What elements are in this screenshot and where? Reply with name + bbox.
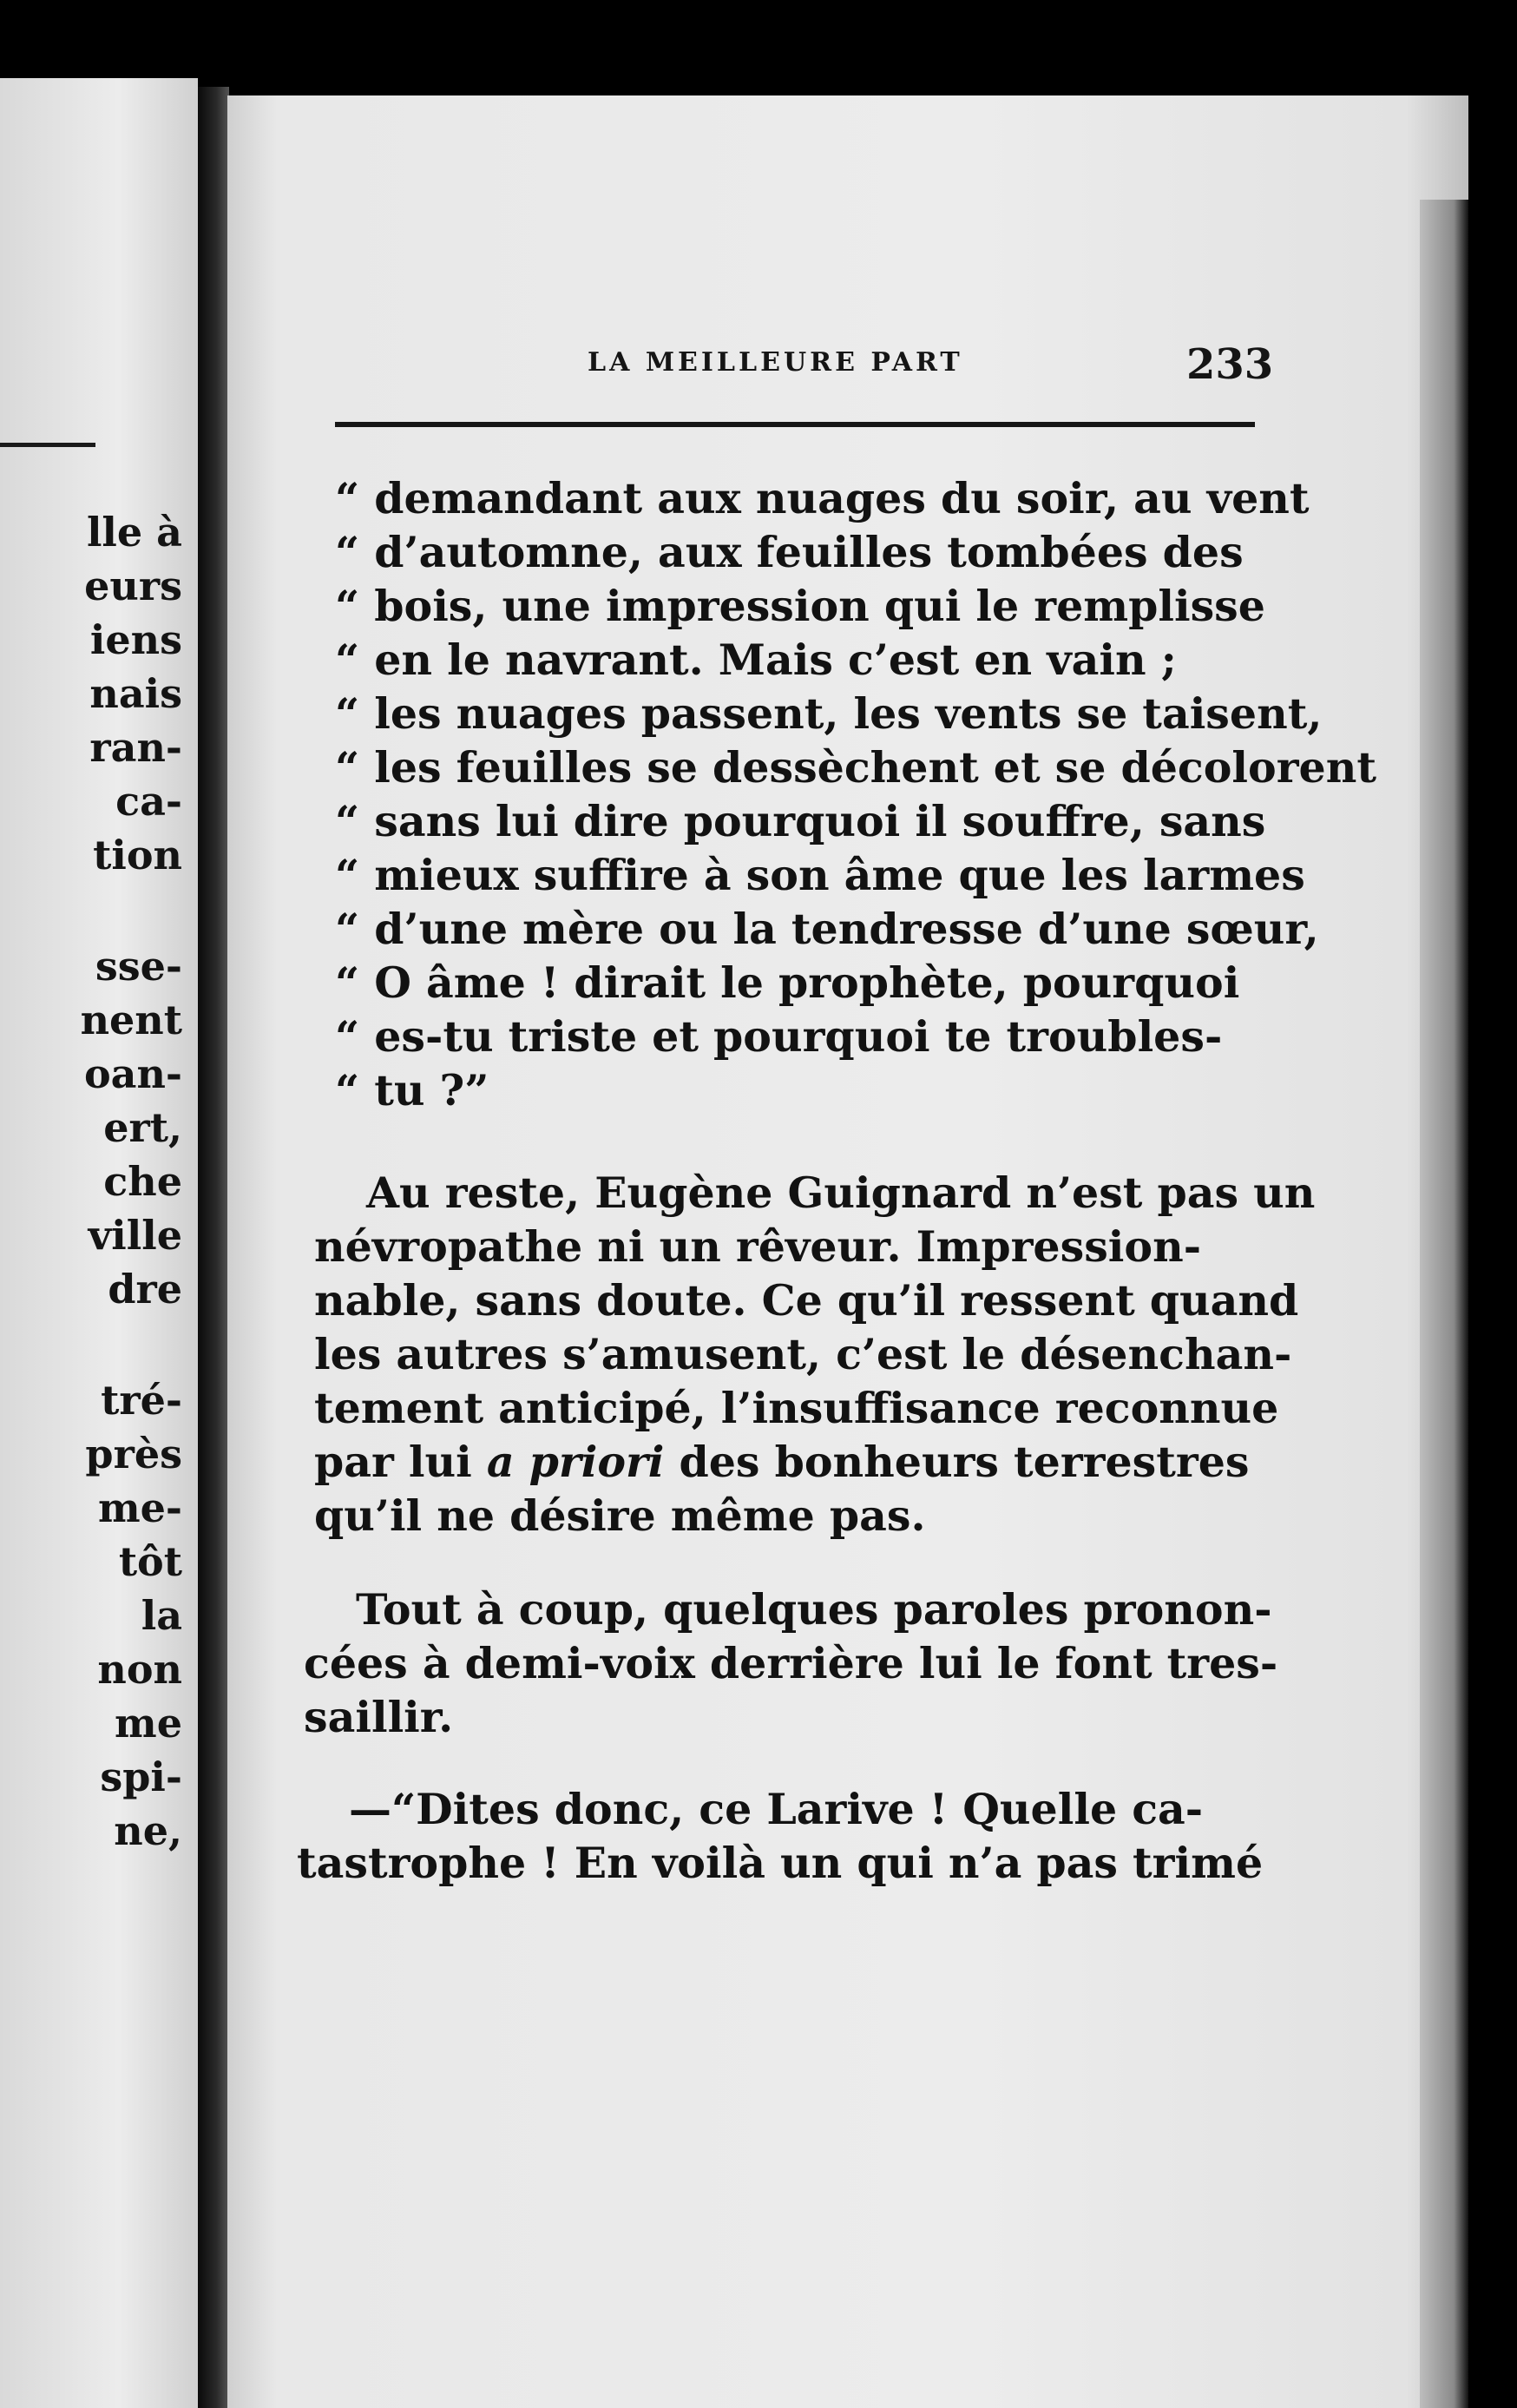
italic-phrase: a priori [486, 1437, 665, 1487]
previous-page-line: oan- [83, 1050, 182, 1097]
previous-page-line: non [97, 1646, 182, 1693]
previous-page-line: sse- [95, 943, 182, 990]
text-line: nable, sans doute. Ce qu’il ressent quand [314, 1275, 1299, 1326]
text-line: —“Dites donc, ce Larive ! Quelle ca- [349, 1784, 1204, 1834]
text-line: “ mieux suffire à son âme que les larmes [335, 850, 1305, 900]
previous-page-line: tion [93, 832, 182, 878]
previous-page-line: me [115, 1700, 182, 1747]
previous-page-line: près [85, 1431, 182, 1477]
text-line: “ tu ?” [335, 1065, 489, 1115]
text-line: “ d’automne, aux feuilles tombées des [335, 527, 1244, 577]
previous-page-line: dre [108, 1266, 182, 1313]
book-gutter [198, 87, 229, 2408]
text-line: “ O âme ! dirait le prophète, pourquoi [335, 957, 1240, 1008]
text-line: Au reste, Eugène Guignard n’est pas un [366, 1168, 1316, 1218]
previous-page-line: eurs [84, 563, 182, 609]
previous-page-line: nent [80, 997, 182, 1043]
previous-page-fragment [0, 78, 198, 2408]
page-number: 233 [1186, 340, 1274, 389]
text-line: tement anticipé, l’insuffisance reconnue [314, 1383, 1279, 1433]
text-line: “ d’une mère ou la tendresse d’une sœur, [335, 904, 1319, 954]
text-line: “ demandant aux nuages du soir, au vent [335, 473, 1310, 523]
previous-page-line: nais [89, 670, 182, 717]
previous-page-line: tôt [118, 1538, 182, 1585]
previous-page-line: spi- [100, 1753, 182, 1800]
book-page [227, 95, 1468, 2408]
text-line: tastrophe ! En voilà un qui n’a pas trimé [297, 1838, 1264, 1888]
previous-page-line: che [103, 1158, 182, 1205]
previous-page-line: ran- [89, 724, 182, 771]
text-line: “ sans lui dire pourquoi il souffre, sans [335, 796, 1266, 846]
text-line: Tout à coup, quelques paroles pronon- [356, 1584, 1272, 1635]
previous-page-line: ne, [114, 1807, 182, 1854]
text-line: “ bois, une impression qui le remplisse [335, 581, 1265, 631]
text-fragment: des bonheurs terrestres [679, 1437, 1250, 1487]
previous-page-line: lle à [86, 509, 182, 556]
text-line: qu’il ne désire même pas. [314, 1490, 926, 1541]
header-rule [335, 422, 1255, 427]
text-line: “ les nuages passent, les vents se taisent, [335, 688, 1323, 739]
previous-page-line: me- [97, 1484, 182, 1531]
previous-page-rule [0, 443, 95, 447]
running-header: LA MEILLEURE PART [588, 347, 963, 378]
previous-page-line: ville [88, 1212, 182, 1259]
page-edge [1420, 200, 1468, 2408]
text-line: les autres s’amusent, c’est le désenchan- [314, 1329, 1292, 1379]
previous-page-line: tré- [101, 1377, 182, 1424]
previous-page-line: iens [89, 616, 182, 663]
text-fragment: par lui [314, 1437, 472, 1487]
text-line: névropathe ni un rêveur. Impression- [314, 1221, 1202, 1272]
previous-page-line: ert, [103, 1104, 182, 1151]
text-line: “ es-tu triste et pourquoi te troubles- [335, 1011, 1223, 1062]
text-line: cées à demi-voix derrière lui le font tres- [304, 1638, 1278, 1688]
text-line: “ en le navrant. Mais c’est en vain ; [335, 635, 1177, 685]
previous-page-line: la [141, 1592, 182, 1639]
text-line [314, 1437, 1250, 1487]
text-line: “ les feuilles se dessèchent et se décolorent [335, 742, 1376, 793]
text-line: saillir. [304, 1692, 454, 1742]
previous-page-line: ca- [115, 778, 182, 825]
